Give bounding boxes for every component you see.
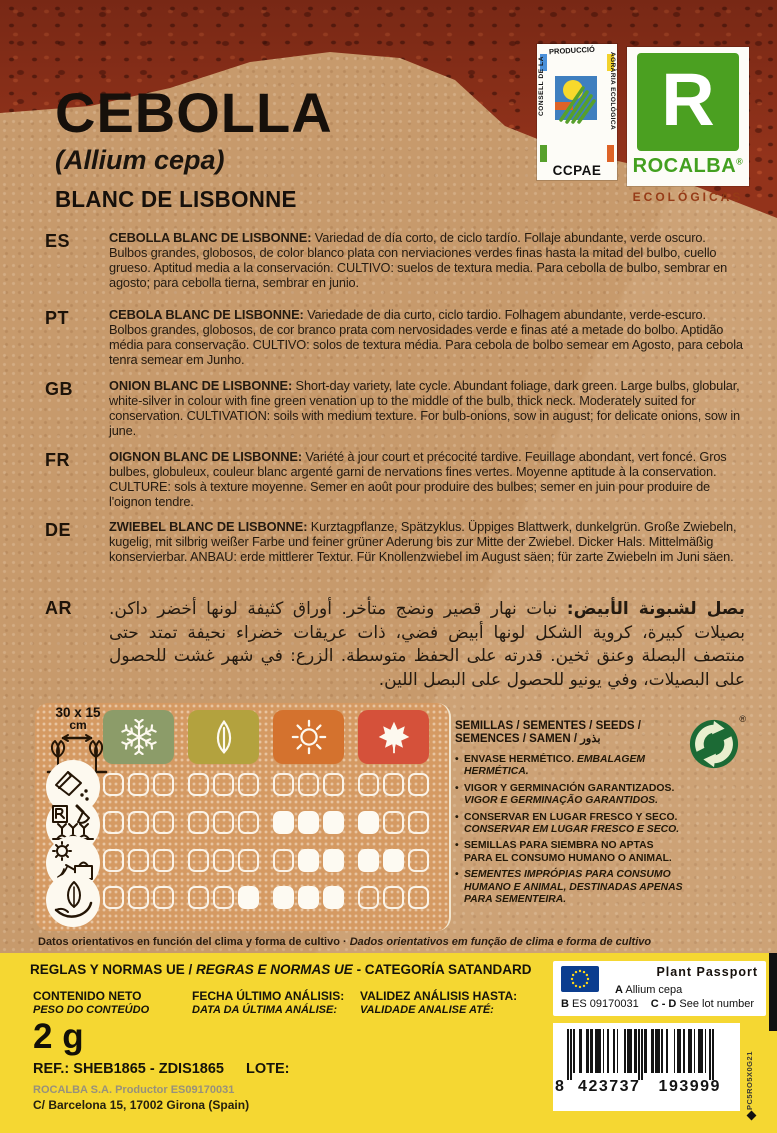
harvest-row [46, 873, 100, 927]
note-es: Datos orientativos en función del clima y forma de cultivo [38, 936, 340, 948]
analysis-date-label [192, 990, 344, 1017]
seed-bullet [455, 783, 683, 808]
lang-text [109, 308, 745, 368]
calendar-cell [213, 886, 234, 909]
lang-body: نبات نهار قصير ونضج متأخر. أوراق كثيفة لونها أخضر داكن. بصيلات كبيرة، كروية الشكل لونها أبيض فضي، ذات عريقات خضراء نحيفة تمتد حتى منتصف البصلة وعنق ثخين. قدرته على الحفظ متوسطة. الزرع: في شهر غشت للحصول على البصيلات، وفي يونيو للحصول على البصل اللين. [109, 599, 745, 690]
seed-bullet [455, 812, 683, 837]
description-de [45, 520, 745, 565]
plant-passport [553, 961, 766, 1016]
rules-line [30, 962, 532, 977]
barcode [553, 1023, 740, 1111]
lang-lead: CEBOLA BLANC DE LISBONNE: [109, 307, 304, 322]
seed-bullet [455, 869, 683, 906]
calendar-cell [153, 849, 174, 872]
calendar-cell [188, 886, 209, 909]
calendar-cell [273, 849, 294, 872]
calendar-cell [188, 849, 209, 872]
spacing-value: 30 x 15 [55, 705, 101, 720]
calendar-cell [323, 811, 344, 834]
calendar-note [38, 936, 651, 948]
rocalba-reg: ® [736, 156, 744, 167]
season-autumn [358, 710, 429, 764]
print-code: PC5RO5X0G21 [745, 1051, 754, 1110]
calendar-cell [128, 773, 149, 796]
calendar-cell [298, 886, 319, 909]
rules-pt: REGRAS E NORMAS UE [196, 962, 353, 977]
sun-icon [290, 718, 328, 756]
calendar-cell [408, 886, 429, 909]
calendar-cell [153, 773, 174, 796]
latin-name: (Allium cepa) [55, 144, 225, 175]
rules-category: - CATEGORÍA SATANDARD [352, 962, 532, 977]
lang-body: Variedade de dia curto, ciclo tardio. Folhagem abundante, verde-escuro. Bolbos grandes, globosos, de cor branco prata com nervosidades verde e finas até a metade do bolbo. Aptidão média para conservação. CULTIVO: solos de textura média. Para cebola de bolbo semear em Agosto, para cebola tenra semear em Junho. [109, 307, 743, 367]
eu-flag-icon [561, 966, 599, 992]
description-pt [45, 308, 745, 368]
ccpae-logo [537, 44, 617, 180]
green-dot-logo [688, 714, 748, 775]
calendar-cell [103, 849, 124, 872]
lang-text [109, 231, 745, 291]
season-summer [273, 710, 344, 764]
lang-lead: ONION BLANC DE LISBONNE: [109, 378, 293, 393]
bullet-es: SEMILLAS PARA SIEMBRA NO APTAS PARA EL CONSUMO HUMANO O ANIMAL. [464, 840, 672, 864]
leaf-icon [206, 719, 242, 755]
lang-text [109, 379, 745, 439]
calendar-cell [128, 811, 149, 834]
analysis-label-pt: DATA DA ÚLTIMA ANÁLISE: [192, 1003, 338, 1016]
calendar-cell [298, 849, 319, 872]
ccpae-right-text: AGRÀRIA ECOLÒGICA [609, 52, 616, 131]
barcode-bar [712, 1029, 714, 1080]
calendar-cell [273, 773, 294, 796]
net-weight: 2 g [33, 1017, 84, 1056]
calendar-cell [153, 886, 174, 909]
calendar-cell [213, 773, 234, 796]
calendar-cell [358, 811, 379, 834]
calendar-cell [298, 773, 319, 796]
description-ar [45, 598, 745, 692]
seed-bullet [455, 754, 683, 779]
passport-b-value: ES 09170031 [568, 998, 639, 1010]
calendar-cell [213, 849, 234, 872]
lang-body: Variété à jour court et précocité tardive. Feuillage abondant, vert foncé. Gros bulbes, globuleux, couleur blanc argenté garni de nervations fines vertes. Moyenne aptitude à la conservation. CULTURE: sols à texture moyenne. Semer en août pour produire des bulbes; semer en juin pour produire de l'oignon tendre. [109, 449, 727, 509]
barcode-bars [553, 1023, 740, 1085]
lang-text [109, 520, 745, 565]
description-gb [45, 379, 745, 439]
calendar-cell [238, 773, 259, 796]
calendar-cell [358, 773, 379, 796]
calendar-cell [238, 811, 259, 834]
passport-codes [561, 998, 754, 1010]
snowflake-icon [121, 719, 157, 755]
lang-code: FR [45, 450, 70, 470]
green-dot-icon [688, 718, 740, 770]
title-block [55, 81, 333, 213]
validity-label-es: VALIDEZ ANÁLISIS HASTA: [360, 989, 518, 1003]
bullet-pt: EMBALAGEM HERMÉTICA. [464, 754, 646, 778]
lang-body: Kurztagpflanze, Spätzyklus. Üppiges Blattwerk, dunkelgrün. Große Zwiebeln, kugelig, mit silbrig weißer Farbe und feiner grüner Aderung bis zur Mitte der Zwiebel. Dicker Hals. Mittelmäßig konservierbar. ANBAU: erde mittlerer Textur. Für Knollenzwiebel im August säen; für zarte Zwiebeln im Juni säen. [109, 519, 737, 564]
ccpae-name: CCPAE [552, 163, 602, 178]
calendar-cell [358, 886, 379, 909]
lang-body: Variedad de día corto, de ciclo tardío. Follaje abundante, verde oscuro. Bulbos grandes, globosos, de color blanco plata con nerviaciones verdes finas hasta la mitad del bulbo, cuello grueso. Aptitud media a la conservación. CULTIVO: suelos de textura media. Para cebolla de bulbo, sembrar en agosto; para cebolla tierna, sembrar en junio. [109, 230, 728, 290]
calendar-cell [273, 886, 294, 909]
green-dot-reg: ® [739, 714, 746, 724]
variety-name: BLANC DE LISBONNE [55, 185, 297, 212]
passport-species [615, 984, 682, 996]
calendar-cell [103, 773, 124, 796]
bullet-es: ENVASE HERMÉTICO. [464, 754, 575, 765]
lang-lead: OIGNON BLANC DE LISBONNE: [109, 449, 303, 464]
lang-code: AR [45, 598, 72, 618]
passport-b-label: B [561, 998, 569, 1010]
calendar-cell [103, 886, 124, 909]
page-title: CEBOLLA [55, 81, 333, 144]
seed-info [455, 720, 683, 910]
rocalba-logo [627, 47, 749, 186]
barcode-digits [553, 1078, 740, 1096]
passport-title: Plant Passport [656, 965, 758, 979]
ccpae-emblem-icon [553, 74, 599, 126]
seed-bullets [455, 754, 683, 906]
edge-mark [769, 953, 777, 1031]
calendar-cell [273, 811, 294, 834]
calendar-cell [383, 886, 404, 909]
calendar-cell [238, 849, 259, 872]
bullet-pt: SEMENTES IMPRÓPIAS PARA CONSUMO HUMANO E ANIMAL, DESTINADAS APENAS PARA SEMENTEIRA. [464, 869, 683, 906]
lang-lead: بصل لشبونة الأبيض: [566, 599, 746, 619]
calendar-cell [383, 849, 404, 872]
lang-code: PT [45, 308, 70, 328]
seed-heading-line1: SEMILLAS / SEMENTES / SEEDS / [455, 720, 641, 732]
ccpae-bar-green [540, 145, 547, 162]
calendar-cell [238, 886, 259, 909]
rocalba-r-icon [637, 53, 739, 151]
season-winter [103, 710, 174, 764]
calendar-cell [188, 773, 209, 796]
lang-code: ES [45, 231, 71, 251]
season-spring [188, 710, 259, 764]
lang-text [109, 598, 745, 692]
ccpae-top-text: PRODUCCIÓ [548, 44, 596, 57]
description-fr [45, 450, 745, 510]
calendar-cell [323, 886, 344, 909]
passport-a-value: Allium cepa [622, 984, 683, 996]
spacing-unit: cm [69, 718, 87, 732]
calendar-cell [298, 811, 319, 834]
footer-band [0, 953, 777, 1133]
ref-value: REF.: SHEB1865 - ZDIS1865 [33, 1061, 224, 1077]
calendar-cell [128, 849, 149, 872]
maple-leaf-icon [376, 719, 412, 755]
calendar-cell [188, 811, 209, 834]
lang-text [109, 450, 745, 510]
calendar-cell [128, 886, 149, 909]
address-line: C/ Barcelona 15, 17002 Girona (Spain) [33, 1098, 250, 1112]
barcode-group1: 423737 [578, 1078, 641, 1095]
bullet-es: CONSERVAR EN LUGAR FRESCO Y SECO. [464, 811, 678, 823]
ccpae-left-text: CONSELL DE LA [538, 56, 545, 117]
lang-body: Short-day variety, late cycle. Abundant foliage, dark green. Large bulbs, globular, white-silver in colour with fine green venation up to the middle of the bulb, thick neck. Moderately suited for conservation. CULTIVATION: soils with medium texture. For bulb-onions, sow in august; for delicate onions, sow in june. [109, 378, 740, 438]
seed-bullet [455, 840, 683, 865]
calendar-cell [213, 811, 234, 834]
calendar-cell [103, 811, 124, 834]
harvest-icon [50, 877, 96, 923]
calendar-cell [383, 773, 404, 796]
lang-lead: ZWIEBEL BLANC DE LISBONNE: [109, 519, 308, 534]
validity-label-pt: VALIDADE ANALISE ATÉ: [360, 1003, 494, 1016]
net-label-pt: PESO DO CONTEÚDO [33, 1003, 150, 1016]
calendar-cell [323, 849, 344, 872]
bullet-pt: CONSERVAR EM LUGAR FRESCO E SECO. [464, 824, 680, 836]
lot-label: LOTE: [246, 1061, 290, 1077]
calendar-cell [408, 849, 429, 872]
barcode-group2: 193999 [658, 1078, 721, 1095]
note-sep: · [339, 936, 350, 948]
ccpae-bar-orange [607, 145, 614, 162]
note-pt: Dados orientativos em função de clima e forma de cultivo [349, 936, 652, 948]
lang-code: DE [45, 520, 72, 540]
rocalba-name: ROCALBA [632, 155, 737, 177]
brand-tagline: ECOLÓGICAS [632, 190, 744, 204]
description-es [45, 231, 745, 291]
passport-cd-label: C - D [650, 998, 677, 1010]
calendar-cell [323, 773, 344, 796]
barcode-digit1: 8 [555, 1078, 566, 1095]
calendar-cell [408, 773, 429, 796]
bullet-es: VIGOR Y GERMINACIÓN GARANTIZADOS. [464, 782, 675, 794]
bullet-pt: VIGOR E GERMINAÇÃO GARANTIDOS. [464, 795, 658, 807]
rocalba-initial: R [661, 58, 715, 141]
seed-heading [455, 720, 683, 746]
seed-heading-line2: SEMENCES / SAMEN / بذور [455, 733, 601, 745]
lang-code: GB [45, 379, 73, 399]
calendar-cell [358, 849, 379, 872]
passport-cd-value: See lot number [676, 998, 755, 1010]
ref-line [33, 1061, 290, 1077]
rocalba-wordmark [627, 155, 749, 178]
producer-line: ROCALBA S.A. Productor ES09170031 [33, 1084, 235, 1096]
analysis-label-es: FECHA ÚLTIMO ANÁLISIS: [192, 989, 345, 1003]
rules-es: REGLAS Y NORMAS UE / [30, 962, 197, 977]
calendar-cell [383, 811, 404, 834]
lang-lead: CEBOLLA BLANC DE LISBONNE: [109, 230, 312, 245]
calendar-cell [153, 811, 174, 834]
calendar-cell [408, 811, 429, 834]
net-content-label [33, 990, 149, 1017]
validity-label [360, 990, 517, 1017]
passport-a-label: A [615, 984, 623, 996]
net-label-es: CONTENIDO NETO [33, 989, 142, 1003]
